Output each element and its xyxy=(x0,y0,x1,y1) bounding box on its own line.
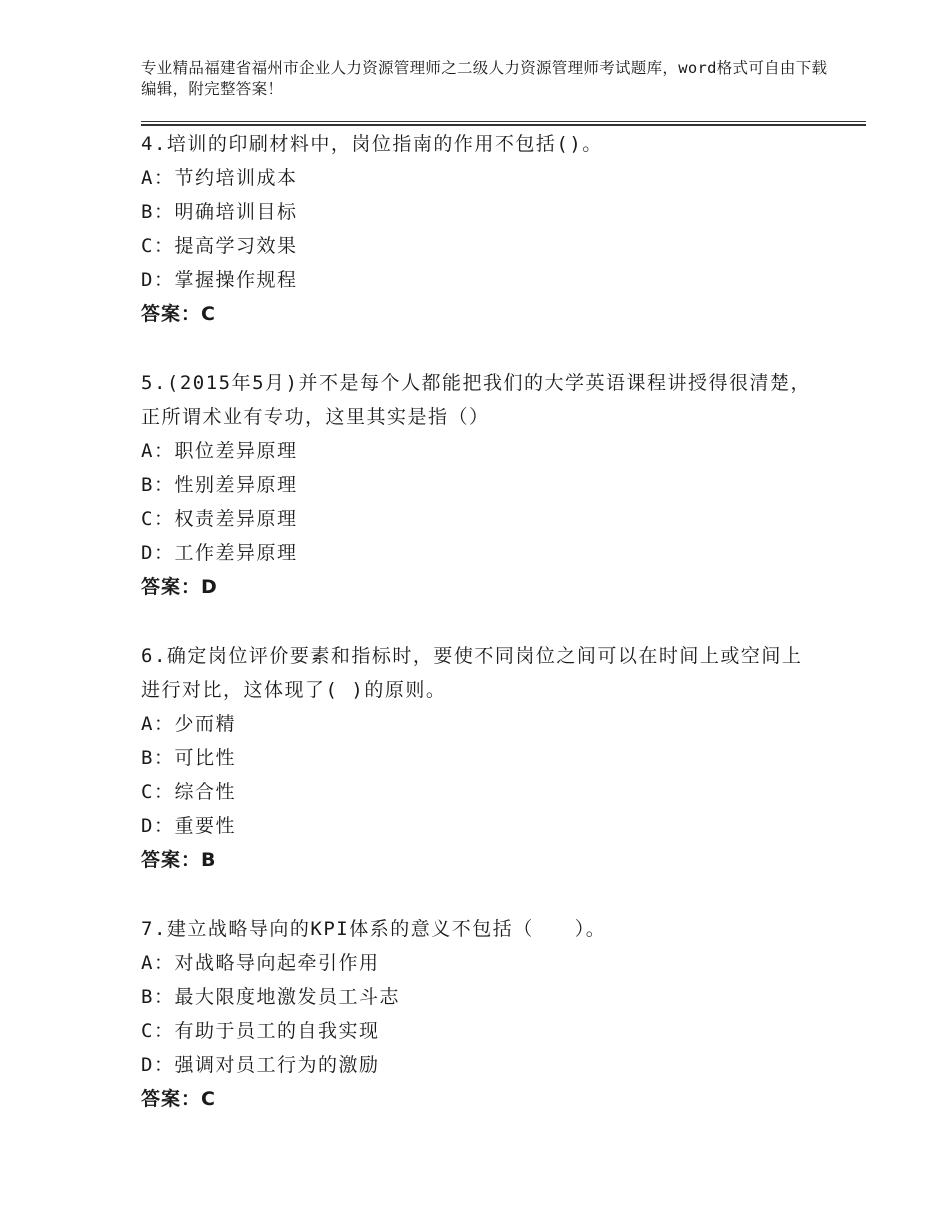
option-b: B：性别差异原理 xyxy=(141,474,298,496)
option-c: C：有助于员工的自我实现 xyxy=(141,1020,380,1042)
option-d: D：掌握操作规程 xyxy=(141,269,298,291)
question-block xyxy=(141,127,821,331)
option-b: B：明确培训目标 xyxy=(141,201,298,223)
option-c: C：权责差异原理 xyxy=(141,508,298,530)
header-divider xyxy=(141,121,866,122)
option-a: A：职位差异原理 xyxy=(141,440,298,462)
question-block xyxy=(141,639,821,877)
option-a: A：对战略导向起牵引作用 xyxy=(141,952,380,974)
question-block xyxy=(141,912,821,1116)
option-a: A：少而精 xyxy=(141,713,236,735)
answer-label: 答案：D xyxy=(141,576,218,598)
question-stem: 6.确定岗位评价要素和指标时，要使不同岗位之间可以在时间上或空间上进行对比，这体现了( )的原则。 xyxy=(141,645,803,701)
answer-label: 答案：C xyxy=(141,1088,216,1110)
option-a: A：节约培训成本 xyxy=(141,167,298,189)
option-b: B：可比性 xyxy=(141,747,236,769)
option-d: D：重要性 xyxy=(141,815,236,837)
answer-label: 答案：B xyxy=(141,849,217,871)
option-d: D：工作差异原理 xyxy=(141,542,298,564)
option-c: C：综合性 xyxy=(141,781,236,803)
option-b: B：最大限度地激发员工斗志 xyxy=(141,986,400,1008)
question-stem: 7.建立战略导向的KPI体系的意义不包括（ ）。 xyxy=(141,918,607,940)
document-header: 专业精品福建省福州市企业人力资源管理师之二级人力资源管理师考试题库，word格式可自由下载编辑，附完整答案！ xyxy=(141,59,828,98)
question-block xyxy=(141,366,821,604)
header-divider-thick xyxy=(141,124,866,126)
question-stem: 5.(2015年5月)并不是每个人都能把我们的大学英语课程讲授得很清楚，正所谓术业有专功，这里其实是指（） xyxy=(141,372,811,428)
option-d: D：强调对员工行为的激励 xyxy=(141,1054,380,1076)
option-c: C：提高学习效果 xyxy=(141,235,298,257)
answer-label: 答案：C xyxy=(141,303,216,325)
question-stem: 4.培训的印刷材料中，岗位指南的作用不包括()。 xyxy=(141,133,603,155)
